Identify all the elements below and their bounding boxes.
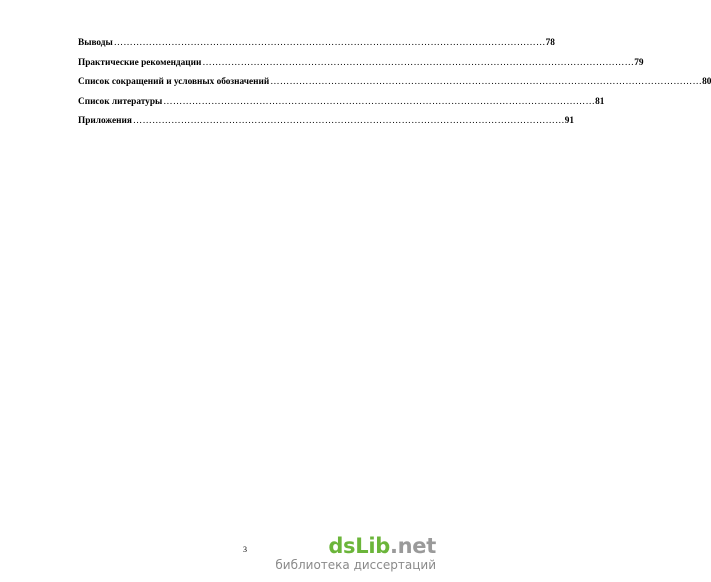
toc-entry-conclusions (78, 38, 555, 58)
toc-dot-leader: ……………………………………………………………………………………………………………………… (113, 38, 546, 48)
toc-dot-leader: ……………………………………………………………………………………………………………………… (163, 96, 596, 107)
logo-text-net: .net (389, 534, 436, 558)
toc-entry-page: 80 (702, 77, 711, 88)
toc-entry-title: Список литературы (78, 96, 163, 107)
logo-text-ds: ds (328, 534, 356, 558)
watermark-subtitle: библиотека диссертаций (275, 558, 436, 572)
table-of-contents (78, 38, 711, 136)
toc-dot-leader: ……………………………………………………………………………………………………………………… (202, 57, 635, 68)
toc-entry-title: Практические рекомендации (78, 57, 202, 68)
toc-entry-page: 81 (595, 96, 605, 107)
toc-entry-title: Список сокращений и условных обозначений (78, 77, 270, 88)
toc-entry-appendices (78, 116, 575, 136)
toc-entry-practical-recommendations (78, 57, 644, 78)
toc-entry-references (78, 96, 605, 117)
dslib-watermark (275, 535, 436, 572)
toc-entry-title: Приложения (78, 116, 132, 127)
toc-entry-page: 91 (564, 116, 575, 127)
page-number: 3 (243, 545, 247, 554)
logo-text-lib: Lib (355, 534, 390, 558)
dslib-logo (275, 535, 436, 557)
toc-entry-title: Выводы (78, 38, 113, 48)
toc-dot-leader: ……………………………………………………………………………………………………………………… (132, 116, 565, 127)
toc-entry-page: 79 (634, 57, 644, 68)
toc-dot-leader: ……………………………………………………………………………………………………………………… (270, 77, 703, 88)
toc-entry-abbreviations (78, 77, 711, 97)
toc-entry-page: 78 (545, 38, 555, 48)
